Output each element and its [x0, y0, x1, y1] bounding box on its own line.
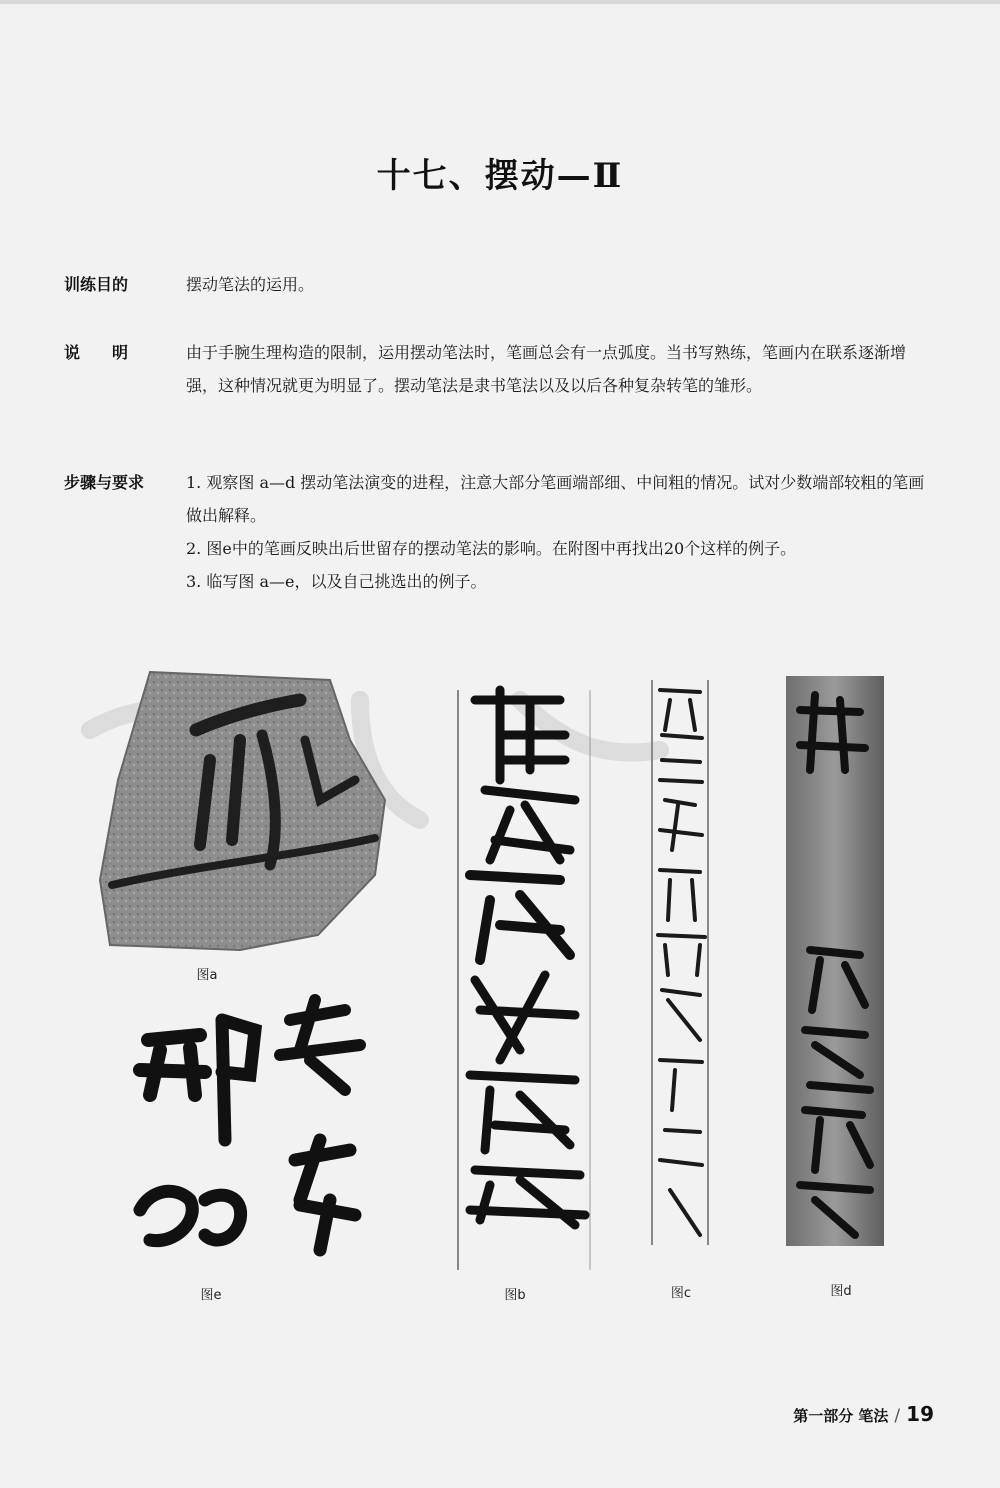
page-title: 十七、摆动—Ⅱ — [376, 156, 624, 196]
step-item: 3. 临写图 a—e，以及自己挑选出的例子。 — [186, 572, 487, 591]
figure-b-bamboo-slip — [458, 690, 590, 1270]
caption-figure-d: 图d — [830, 1284, 852, 1299]
page-footer — [793, 1402, 934, 1426]
figure-d-wooden-slip — [786, 676, 884, 1246]
caption-figure-a: 图a — [196, 968, 218, 983]
section-text: 由于手腕生理构造的限制，运用摆动笔法时，笔画总会有一点弧度。当书写熟练，笔画内在联系逐渐增强，这种情况就更为明显了。摆动笔法是隶书笔法以及以后各种复杂转笔的雏形。 — [186, 343, 907, 395]
page-number: 19 — [906, 1402, 934, 1426]
footer-section: 第一部分 笔法 — [793, 1407, 889, 1425]
step-item: 2. 图e中的笔画反映出后世留存的摆动笔法的影响。在附图中再找出20个这样的例子。 — [186, 539, 797, 558]
step-item: 1. 观察图 a—d 摆动笔法演变的进程，注意大部分笔画端部细、中间粗的情况。试对少数端部较粗的笔画做出解释。 — [186, 473, 925, 525]
section-label: 训练目的 — [64, 275, 129, 294]
caption-figure-b: 图b — [504, 1288, 526, 1303]
caption-figure-c: 图c — [670, 1286, 692, 1301]
caption-figure-e: 图e — [200, 1288, 222, 1303]
section-label: 说 明 — [64, 343, 129, 362]
footer-separator: / — [894, 1406, 901, 1426]
figure-e-brush-characters — [140, 1000, 360, 1250]
figure-a-pottery-shard — [100, 672, 385, 950]
section-text: 摆动笔法的运用。 — [186, 275, 315, 294]
section-label: 步骤与要求 — [64, 473, 145, 492]
figure-c-bamboo-slip — [652, 680, 708, 1245]
